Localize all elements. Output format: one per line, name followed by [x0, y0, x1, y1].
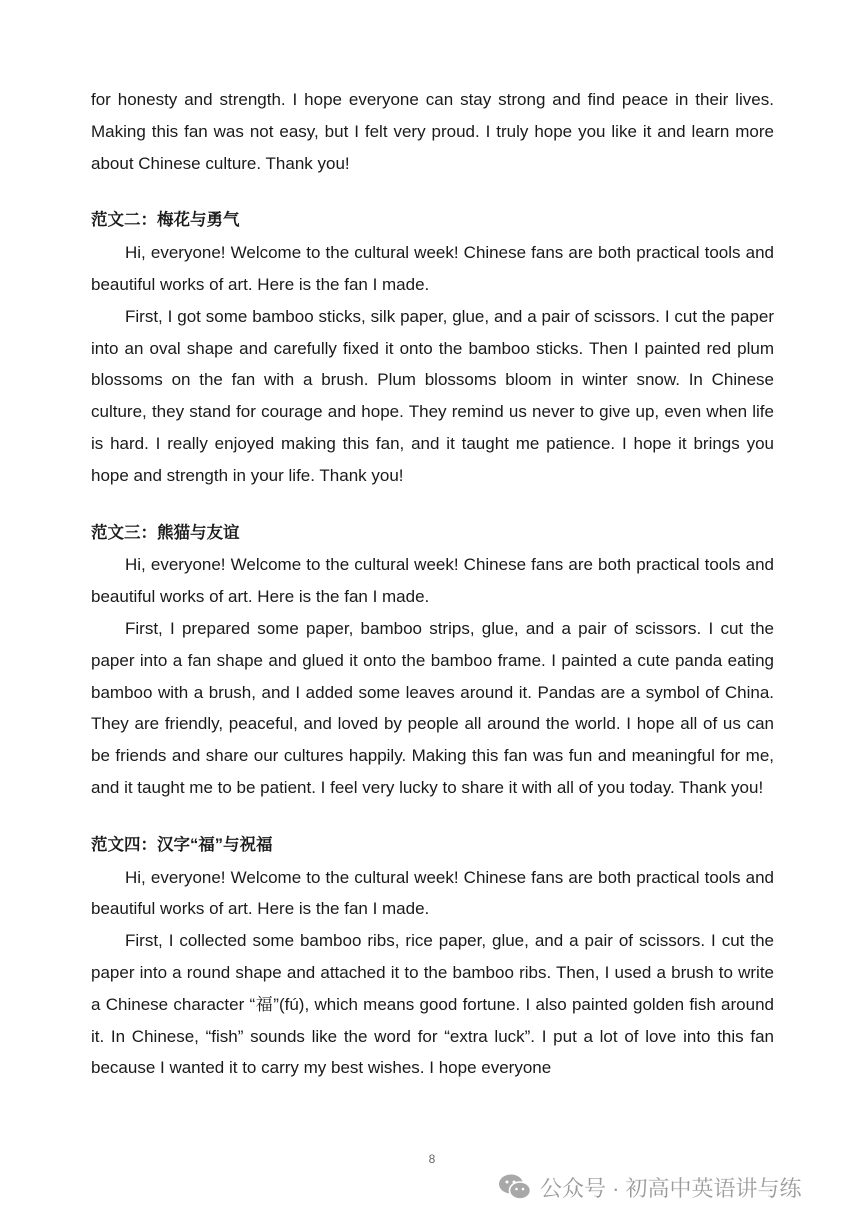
- section-paragraph: First, I prepared some paper, bamboo strips, glue, and a pair of scissors. I cut the paper into a fan shape and glued it onto the bamboo frame. I painted a cute panda eating bamboo with a brush, and I added some leaves around it. Pandas are a symbol of China. They are friendly, peaceful, and loved by people all around the world. I hope all of us can be friends and share our cultures happily. Making this fan was fun and meaningful for me, and it taught me to be patient. I feel very lucky to share it with all of you today. Thank you!: [91, 618, 774, 797]
- section-heading: 范文二：梅花与勇气: [91, 211, 240, 230]
- watermark-text: 公众号 · 初高中英语讲与练: [540, 1175, 802, 1201]
- document-body: [91, 84, 774, 1084]
- section-heading: 范文四：汉字“福”与祝福: [91, 835, 273, 854]
- watermark: [498, 1170, 802, 1204]
- section-paragraph: Hi, everyone! Welcome to the cultural week! Chinese fans are both practical tools and beautiful works of art. Here is the fan I made.: [91, 555, 774, 607]
- intro-paragraph: for honesty and strength. I hope everyone can stay strong and find peace in their lives. Making this fan was not easy, but I felt very proud. I truly hope you like it and learn more about Chinese culture. Thank you!: [91, 90, 774, 173]
- page-number: 8: [428, 1152, 436, 1166]
- section-paragraph: Hi, everyone! Welcome to the cultural week! Chinese fans are both practical tools and beautiful works of art. Here is the fan I made.: [91, 243, 774, 294]
- section-paragraph: Hi, everyone! Welcome to the cultural week! Chinese fans are both practical tools and beautiful works of art. Here is the fan I made.: [91, 867, 774, 919]
- section-paragraph: First, I got some bamboo sticks, silk paper, glue, and a pair of scissors. I cut the paper into an oval shape and carefully fixed it onto the bamboo sticks. Then I painted red plum blossoms on the fan with a brush. Plum blossoms bloom in winter snow. In Chinese culture, they stand for courage and hope. They remind us never to give up, even when life is hard. I really enjoyed making this fan, and it taught me patience. I hope it brings you hope and strength in your life. Thank you!: [91, 306, 774, 485]
- wechat-icon: [498, 1173, 532, 1201]
- section-paragraph: First, I collected some bamboo ribs, rice paper, glue, and a pair of scissors. I cut the paper into a round shape and attached it to the bamboo ribs. Then, I used a brush to write a Chinese character “福”(fú), which means good fortune. I also painted golden fish around it. In Chinese, “fish” sounds like the word for “extra luck”. I put a lot of love into this fan because I wanted it to carry my best wishes. I hope everyone: [91, 931, 774, 1078]
- section-heading: 范文三：熊猫与友谊: [91, 523, 240, 542]
